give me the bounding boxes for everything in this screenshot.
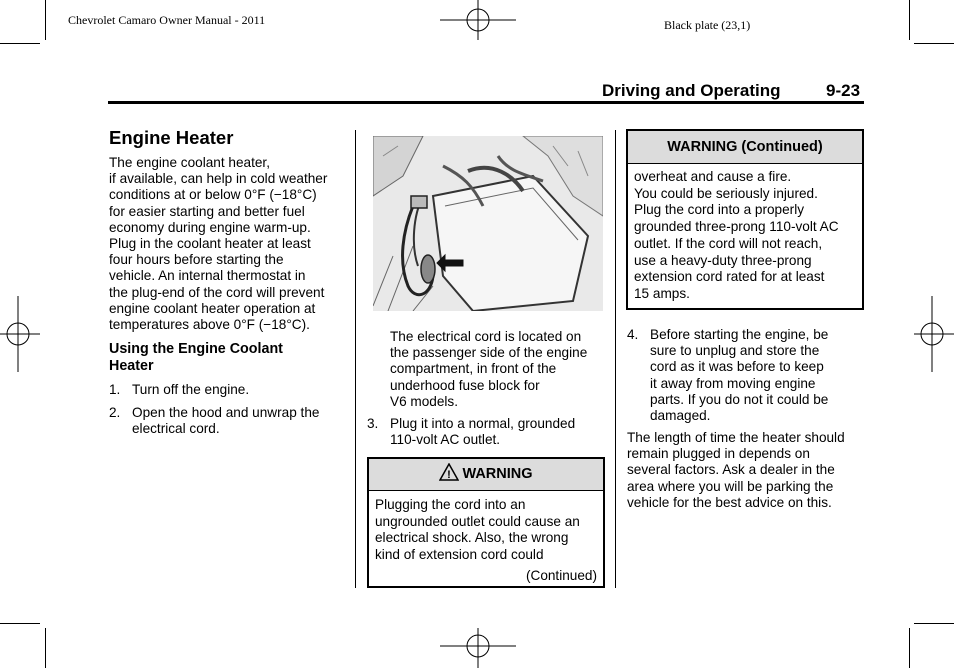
warning-header: WARNING (Continued) [628, 131, 862, 164]
text-line: four hours before starting the [109, 252, 284, 268]
crop-mark [914, 623, 954, 624]
step-text [650, 327, 828, 424]
text-line: Plug the cord into a properly [634, 202, 805, 218]
text-line: compartment, in front of the [390, 361, 557, 377]
text-line: Plugging the cord into an [375, 497, 526, 512]
text-line: it away from moving engine [650, 375, 816, 391]
column-divider [355, 130, 356, 588]
header-rule [108, 101, 864, 104]
registration-mark-top [440, 0, 516, 42]
text-line: parts. If you do not it could be [650, 391, 829, 407]
text-line: The length of time the heater should [627, 430, 845, 445]
crop-mark [45, 0, 46, 40]
intro-paragraph [109, 155, 354, 333]
text-line: You could be seriously injured. [634, 185, 818, 201]
page-number: 9-23 [826, 81, 861, 100]
text-line: economy during engine warm-up. [109, 219, 311, 235]
crop-mark [0, 43, 40, 44]
text-line: Before starting the engine, be [650, 327, 829, 342]
step-text [132, 405, 319, 437]
engine-compartment-illustration [373, 136, 603, 311]
warning-text [628, 164, 862, 303]
warning-box [367, 457, 605, 588]
continued-label: (Continued) [525, 567, 597, 583]
text-line: damaged. [650, 408, 711, 424]
text-line: Plug it into a normal, grounded [390, 416, 576, 431]
step-number: 1. [109, 382, 121, 397]
text-line: The electrical cord is located on [390, 329, 582, 344]
text-line: electrical shock. Also, the wrong [375, 530, 569, 546]
warning-symbol: ! [447, 469, 452, 481]
step-number: 3. [367, 416, 379, 431]
text-line: the passenger side of the engine [390, 345, 588, 361]
crop-mark [909, 628, 910, 668]
section-title: Driving and Operating [602, 81, 781, 100]
text-line: Using the Engine Coolant [109, 341, 283, 357]
text-line: 110-volt AC outlet. [390, 432, 501, 448]
text-line: Turn off the engine. [132, 382, 250, 397]
registration-mark-right [912, 296, 954, 372]
text-line: The engine coolant heater, [109, 155, 270, 170]
warning-title: WARNING [462, 466, 533, 482]
subheading [109, 341, 283, 374]
text-line: Plug in the coolant heater at least [109, 236, 311, 252]
text-line: underhood fuse block for [390, 377, 540, 393]
text-line: the plug-end of the cord will prevent [109, 284, 325, 300]
column-divider [615, 130, 616, 588]
text-line: extension cord rated for at least [634, 269, 825, 285]
crop-mark [909, 0, 910, 40]
crop-mark [45, 628, 46, 668]
text-line: temperatures above 0°F (−18°C). [109, 317, 310, 333]
manual-title: Chevrolet Camaro Owner Manual - 2011 [68, 13, 266, 27]
text-line: for easier starting and better fuel [109, 203, 305, 219]
warning-header [369, 459, 603, 491]
warning-continued-box [626, 129, 864, 310]
text-line: conditions at or below 0°F (−18°C) [109, 187, 317, 203]
text-line: electrical cord. [132, 421, 220, 437]
text-line: Open the hood and unwrap the [132, 405, 320, 420]
text-line: area where you will be parking the [627, 478, 834, 494]
closing-paragraph [627, 430, 864, 511]
plate-label: Black plate (23,1) [664, 18, 751, 32]
text-line: use a heavy-duty three-prong [634, 252, 812, 268]
step-text [132, 382, 249, 398]
step-number: 2. [109, 405, 121, 420]
warning-triangle-icon [439, 463, 459, 481]
registration-mark-bottom [440, 626, 516, 668]
text-line: outlet. If the cord will not reach, [634, 235, 823, 251]
page-heading: Engine Heater [109, 127, 234, 148]
text-line: grounded three-prong 110-volt AC [634, 219, 839, 235]
text-line: overheat and cause a fire. [634, 169, 792, 184]
registration-mark-left [0, 296, 42, 372]
step-text [390, 416, 575, 448]
text-line: V6 models. [390, 393, 459, 409]
text-line: vehicle. An internal thermostat in [109, 268, 306, 284]
text-line: remain plugged in depends on [627, 446, 810, 462]
text-line: vehicle for the best advice on this. [627, 494, 832, 510]
text-line: sure to unplug and store the [650, 343, 820, 359]
illustration-caption [390, 329, 610, 410]
text-line: Heater [109, 357, 154, 374]
text-line: engine coolant heater operation at [109, 300, 316, 316]
text-line: several factors. Ask a dealer in the [627, 462, 835, 478]
crop-mark [0, 623, 40, 624]
text-line: 15 amps. [634, 285, 690, 301]
text-line: cord as it was before to keep [650, 359, 824, 375]
text-line: ungrounded outlet could cause an [375, 513, 580, 529]
text-line: kind of extension cord could [375, 547, 544, 563]
step-number: 4. [627, 327, 639, 342]
text-line: if available, can help in cold weather [109, 171, 328, 187]
crop-mark [914, 43, 954, 44]
warning-text [369, 491, 603, 585]
